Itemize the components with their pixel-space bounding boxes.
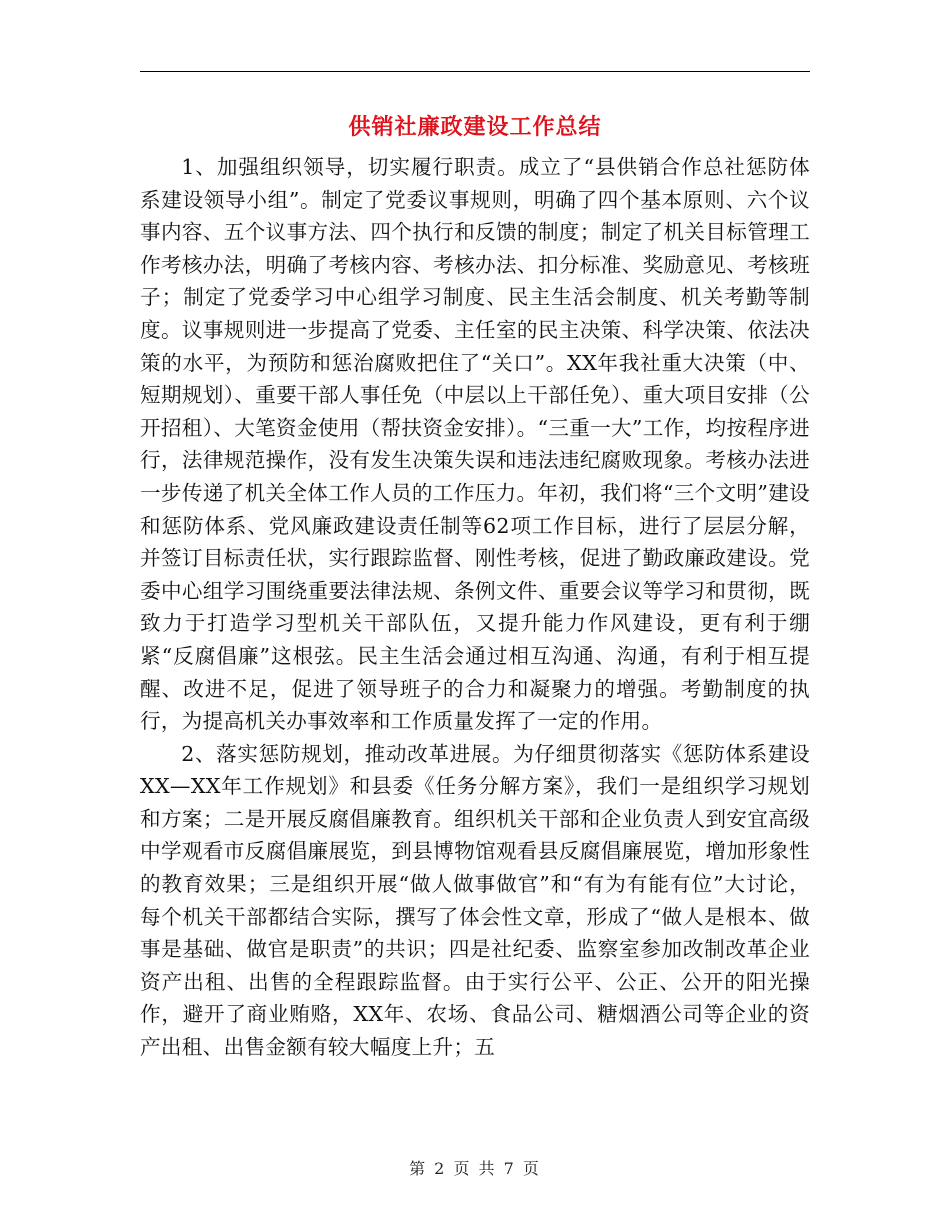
page-footer: 第 2 页 共 7 页 <box>409 1159 541 1178</box>
document-body <box>140 151 810 1064</box>
document-title: 供销社廉政建设工作总结 <box>348 114 602 140</box>
header-rule <box>140 71 810 72</box>
paragraph-2: 2、落实惩防规划，推动改革进展。为仔细贯彻落实《惩防体系建设XX—XX年工作规划》和县委《任务分解方案》，我们一是组织学习规划和方案；二是开展反腐倡廉教育。组织机关干部和企业负责人到安宜高级中学观看市反腐倡廉展览，到县博物馆观看县反腐倡廉展览，增加形象性的教育效果；三是组织开展“做人做事做官”和“有为有能有位”大讨论，每个机关干部都结合实际，撰写了体会性文章，形成了“做人是根本、做事是基础、做官是职责”的共识；四是社纪委、监察室参加改制改革企业资产出租、出售的全程跟踪监督。由于实行公平、公正、公开的阳光操作，避开了商业贿赂，XX年、农场、食品公司、糖烟酒公司等企业的资产出租、出售金额有较大幅度上升；五 <box>140 741 810 1060</box>
paragraph-1: 1、加强组织领导，切实履行职责。成立了“县供销合作总社惩防体系建设领导小组”。制定了党委议事规则，明确了四个基本原则、六个议事内容、五个议事方法、四个执行和反馈的制度；制定了机关目标管理工作考核办法，明确了考核内容、考核办法、扣分标准、奖励意见、考核班子；制定了党委学习中心组学习制度、民主生活会制度、机关考勤等制度。议事规则进一步提高了党委、主任室的民主决策、科学决策、依法决策的水平，为预防和惩治腐败把住了“关口”。XX年我社重大决策（中、短期规划）、重要干部人事任免（中层以上干部任免）、重大项目安排（公开招租）、大笔资金使用（帮扶资金安排）。“三重一大”工作，均按程序进行，法律规范操作，没有发生决策失误和违法违纪腐败现象。考核办法进一步传递了机关全体工作人员的工作压力。年初，我们将“三个文明”建设和惩防体系、党风廉政建设责任制等62项工作目标，进行了层层分解，并签订目标责任状，实行跟踪监督、刚性考核，促进了勤政廉政建设。党委中心组学习围绕重要法律法规、条例文件、重要会议等学习和贯彻，既致力于打造学习型机关干部队伍，又提升能力作风建设，更有利于绷紧“反腐倡廉”这根弦。民主生活会通过相互沟通、沟通，有利于相互提醒、改进不足，促进了领导班子的合力和凝聚力的增强。考勤制度的执行，为提高机关办事效率和工作质量发挥了一定的作用。 <box>140 155 810 734</box>
